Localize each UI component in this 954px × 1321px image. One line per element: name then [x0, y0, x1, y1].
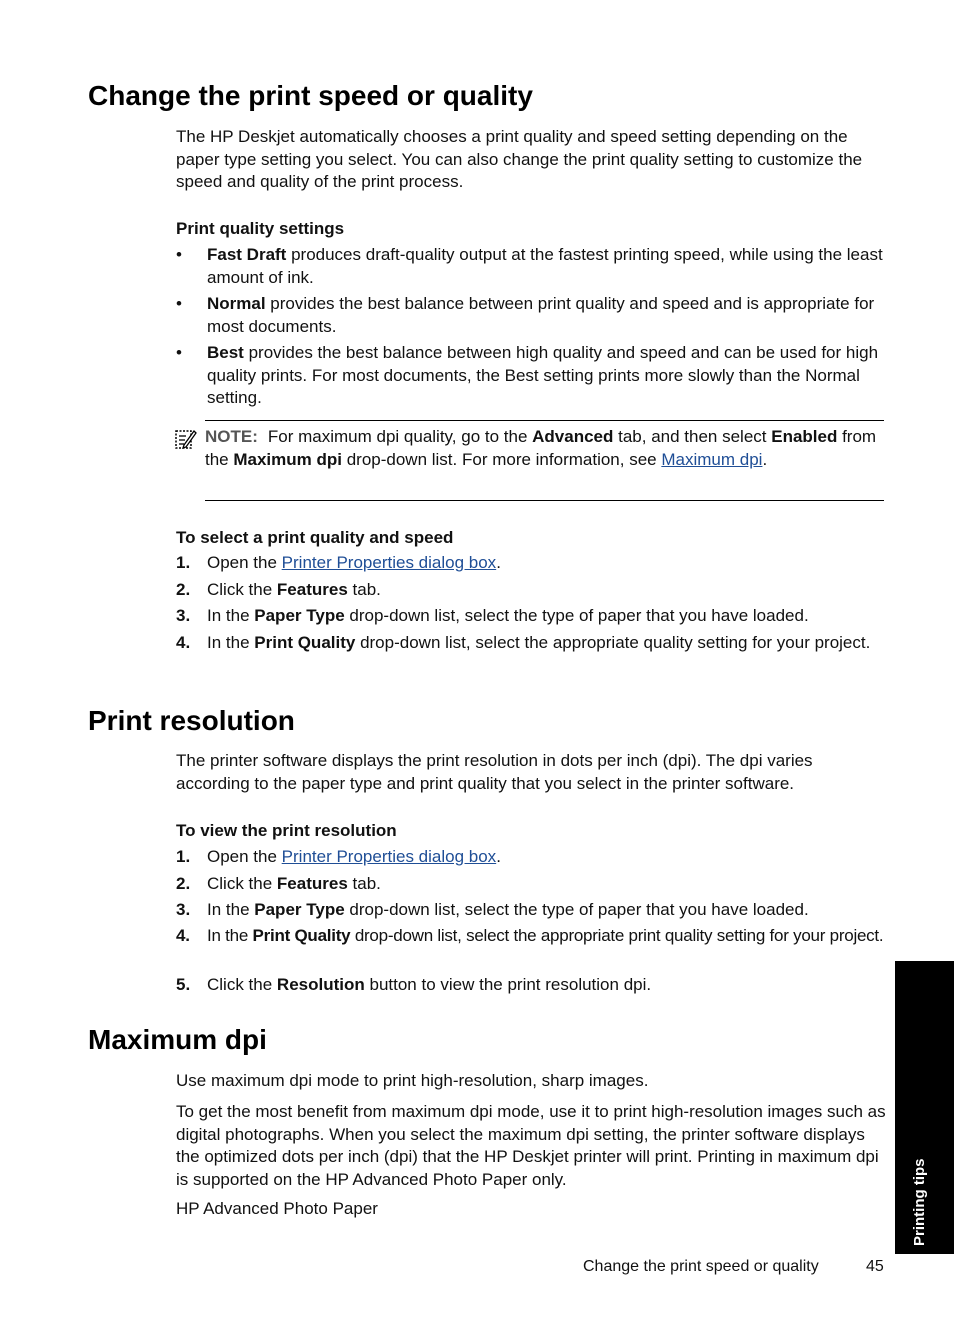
- step-number: 2.: [176, 580, 191, 599]
- step-number: 4.: [176, 633, 191, 652]
- bullet-fast-draft: [176, 244, 888, 289]
- section3-paragraph-2: To get the most benefit from maximum dpi mode, use it to print high-resolution images such as digital photographs. When you select the maximum dpi setting, the printer software displays the optimized dots per inch (dpi) that the HP Deskjet printer will print. Printing in maximum dpi is supported on the HP Advanced Photo Paper only.: [176, 1102, 886, 1189]
- step-bold: Print Quality: [252, 926, 351, 945]
- print-quality-settings-heading: Print quality settings: [176, 219, 345, 238]
- view-resolution-steps-heading: To view the print resolution: [176, 821, 397, 840]
- bullet-best: [176, 342, 888, 410]
- bullet-text: produces draft-quality output at the fastest printing speed, while using the least amount of ink.: [207, 245, 883, 287]
- step-5: [176, 974, 888, 997]
- step-4: [176, 632, 888, 655]
- bullet-mark: •: [176, 343, 182, 362]
- printer-properties-link[interactable]: Printer Properties dialog box: [281, 553, 497, 572]
- note-bottom-rule: [205, 500, 884, 501]
- step-text: tab.: [347, 874, 381, 893]
- step-text: .: [496, 847, 501, 866]
- step-2: [176, 579, 888, 602]
- step-text: In the: [207, 633, 255, 652]
- step-4: [176, 925, 888, 948]
- step-3: [176, 899, 888, 922]
- step-bold: Resolution: [276, 975, 365, 994]
- step-text: drop-down list, select the appropriate print quality setting for your project.: [350, 926, 884, 945]
- section-title-print-resolution: Print resolution: [88, 705, 295, 736]
- note-text: drop-down list. For more information, see: [341, 449, 662, 469]
- bullet-mark: •: [176, 294, 182, 313]
- note-text: For maximum dpi quality, go to the: [267, 427, 533, 446]
- section-title-maximum-dpi: Maximum dpi: [88, 1024, 267, 1055]
- step-bold: Paper Type: [254, 606, 345, 625]
- note-pencil-icon: [175, 428, 197, 450]
- note-text: tab, and then select: [613, 427, 772, 446]
- bullet-normal: [176, 293, 888, 338]
- bullet-term: Best: [207, 343, 244, 362]
- section1-intro: The HP Deskjet automatically chooses a print quality and speed setting depending on the paper type setting you select. You can also change the print quality setting to customize the speed and quality of the print process.: [176, 127, 863, 191]
- section3-paragraph-3: HP Advanced Photo Paper: [176, 1199, 378, 1218]
- page-number: 45: [866, 1258, 884, 1275]
- note-bold-enabled: Enabled: [771, 427, 838, 446]
- note-label: NOTE:: [205, 427, 258, 446]
- step-1: [176, 552, 888, 575]
- side-tab-label: Printing tips: [911, 1158, 928, 1246]
- bullet-text: provides the best balance between print quality and speed and is appropriate for most documents.: [207, 294, 875, 336]
- step-number: 1.: [176, 847, 191, 866]
- step-text: button to view the print resolution dpi.: [364, 975, 652, 994]
- step-text: In the: [207, 900, 255, 919]
- step-3: [176, 605, 888, 628]
- step-bold: Paper Type: [254, 900, 345, 919]
- footer-section-title: Change the print speed or quality: [583, 1258, 819, 1275]
- bullet-term: Normal: [207, 294, 266, 313]
- step-number: 2.: [176, 874, 191, 893]
- chapter-side-tab: [895, 961, 954, 1254]
- step-number: 1.: [176, 553, 191, 572]
- bullet-term: Fast Draft: [207, 245, 287, 264]
- bullet-text: provides the best balance between high quality and speed and can be used for high quality prints. For most documents, the Best setting prints more slowly than the Normal setting.: [207, 343, 879, 407]
- step-text: drop-down list, select the type of paper that you have loaded.: [344, 900, 809, 919]
- step-text: drop-down list, select the type of paper that you have loaded.: [344, 606, 809, 625]
- note-text: .: [762, 449, 768, 469]
- step-1: [176, 846, 888, 869]
- note-text: from the: [205, 427, 877, 469]
- step-text: tab.: [347, 580, 381, 599]
- note-top-rule: [205, 420, 884, 421]
- step-2: [176, 873, 888, 896]
- note-bold-maximum-dpi: Maximum dpi: [233, 449, 342, 469]
- step-text: Click the: [207, 874, 277, 893]
- select-quality-steps-heading: To select a print quality and speed: [176, 528, 454, 547]
- section3-paragraph-1: Use maximum dpi mode to print high-resolution, sharp images.: [176, 1071, 649, 1090]
- step-number: 3.: [176, 606, 191, 625]
- section-title-print-speed-quality: Change the print speed or quality: [88, 80, 533, 111]
- bullet-mark: •: [176, 245, 182, 264]
- step-text: Click the: [207, 580, 277, 599]
- note-box: [205, 426, 885, 471]
- section2-intro: The printer software displays the print resolution in dots per inch (dpi). The dpi varies according to the paper type and print quality that you select in the printer software.: [176, 751, 813, 793]
- step-number: 4.: [176, 926, 190, 945]
- maximum-dpi-link[interactable]: Maximum dpi: [661, 449, 763, 469]
- step-text: In the: [207, 606, 255, 625]
- step-text: In the: [207, 926, 253, 945]
- step-text: drop-down list, select the appropriate quality setting for your project.: [355, 633, 871, 652]
- note-bold-advanced: Advanced: [532, 427, 614, 446]
- step-text: Open the: [207, 553, 282, 572]
- printer-properties-link[interactable]: Printer Properties dialog box: [281, 847, 497, 866]
- step-bold: Features: [276, 580, 348, 599]
- step-number: 5.: [176, 975, 191, 994]
- step-bold: Features: [276, 874, 348, 893]
- step-number: 3.: [176, 900, 191, 919]
- step-text: Open the: [207, 847, 282, 866]
- step-bold: Print Quality: [254, 633, 356, 652]
- step-text: Click the: [207, 975, 277, 994]
- step-text: .: [496, 553, 501, 572]
